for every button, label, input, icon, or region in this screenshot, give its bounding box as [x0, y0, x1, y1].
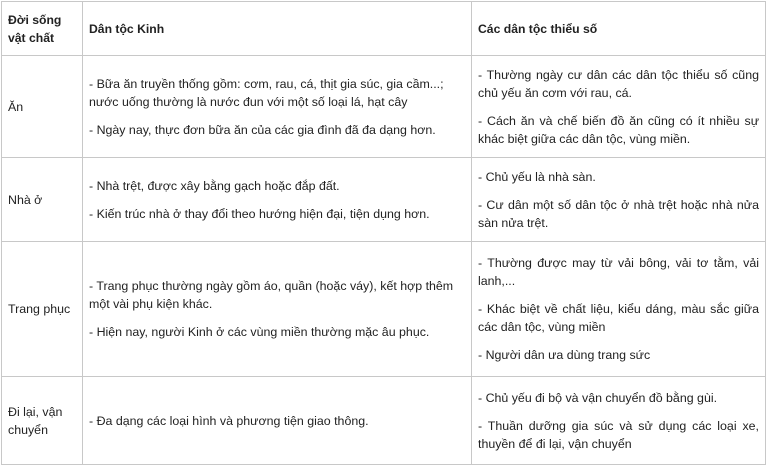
cell-line: - Nhà trệt, được xây bằng gạch hoặc đắp đất. — [89, 178, 340, 193]
table-row — [2, 158, 766, 242]
minority-cell — [472, 56, 766, 158]
cell-line: - Cư dân một số dân tộc ở nhà trệt hoặc nhà nửa sàn nửa trệt. — [478, 197, 759, 230]
cell-line: - Thường ngày cư dân các dân tộc thiểu số cũng chủ yếu ăn cơm với rau, cá. — [478, 67, 759, 100]
minority-cell — [472, 377, 766, 465]
header-kinh: Dân tộc Kinh — [83, 2, 472, 56]
kinh-cell — [83, 158, 472, 242]
header-category: Đời sống vật chất — [2, 2, 83, 56]
cell-line: - Bữa ăn truyền thống gồm: cơm, rau, cá, thịt gia súc, gia cầm...; nước uống thường là nước đun với một số loại lá, hạt cây — [89, 76, 444, 109]
cell-line: - Thuần dưỡng gia súc và sử dụng các loại xe, thuyền để đi lại, vận chuyển — [478, 418, 759, 451]
cell-line: - Ngày nay, thực đơn bữa ăn của các gia đình đã đa dạng hơn. — [89, 122, 436, 137]
cell-line: - Cách ăn và chế biến đồ ăn cũng có ít nhiều sự khác biệt giữa các dân tộc, vùng miền. — [478, 113, 759, 146]
minority-cell — [472, 242, 766, 377]
header-minority: Các dân tộc thiểu số — [472, 2, 766, 56]
kinh-cell — [83, 242, 472, 377]
row-category: Trang phục — [2, 242, 83, 377]
kinh-cell — [83, 377, 472, 465]
table-row — [2, 242, 766, 377]
cell-line: - Kiến trúc nhà ở thay đổi theo hướng hiện đại, tiện dụng hơn. — [89, 206, 430, 221]
table-row — [2, 377, 766, 465]
table-header-row — [2, 2, 766, 56]
minority-cell — [472, 158, 766, 242]
cell-line: - Trang phục thường ngày gồm áo, quần (hoặc váy), kết hợp thêm một vài phụ kiện khác. — [89, 279, 454, 311]
cell-line: - Chủ yếu đi bộ và vận chuyển đồ bằng gùi. — [478, 390, 718, 405]
cell-line: - Chủ yếu là nhà sàn. — [478, 169, 596, 184]
cell-line: - Đa dạng các loại hình và phương tiện giao thông. — [89, 413, 369, 428]
cell-line: - Thường được may từ vải bông, vải tơ tằm, vải lanh,... — [478, 256, 759, 288]
cell-line: - Khác biệt về chất liệu, kiểu dáng, màu sắc giữa các dân tộc, vùng miền — [478, 302, 759, 334]
cell-line: - Hiện nay, người Kinh ở các vùng miền thường mặc âu phục. — [89, 325, 430, 339]
comparison-table — [1, 1, 766, 465]
row-category: Ăn — [2, 56, 83, 158]
row-category: Nhà ở — [2, 158, 83, 242]
table-row — [2, 56, 766, 158]
row-category: Đi lại, vận chuyển — [2, 377, 83, 465]
kinh-cell — [83, 56, 472, 158]
cell-line: - Người dân ưa dùng trang sức — [478, 348, 651, 362]
